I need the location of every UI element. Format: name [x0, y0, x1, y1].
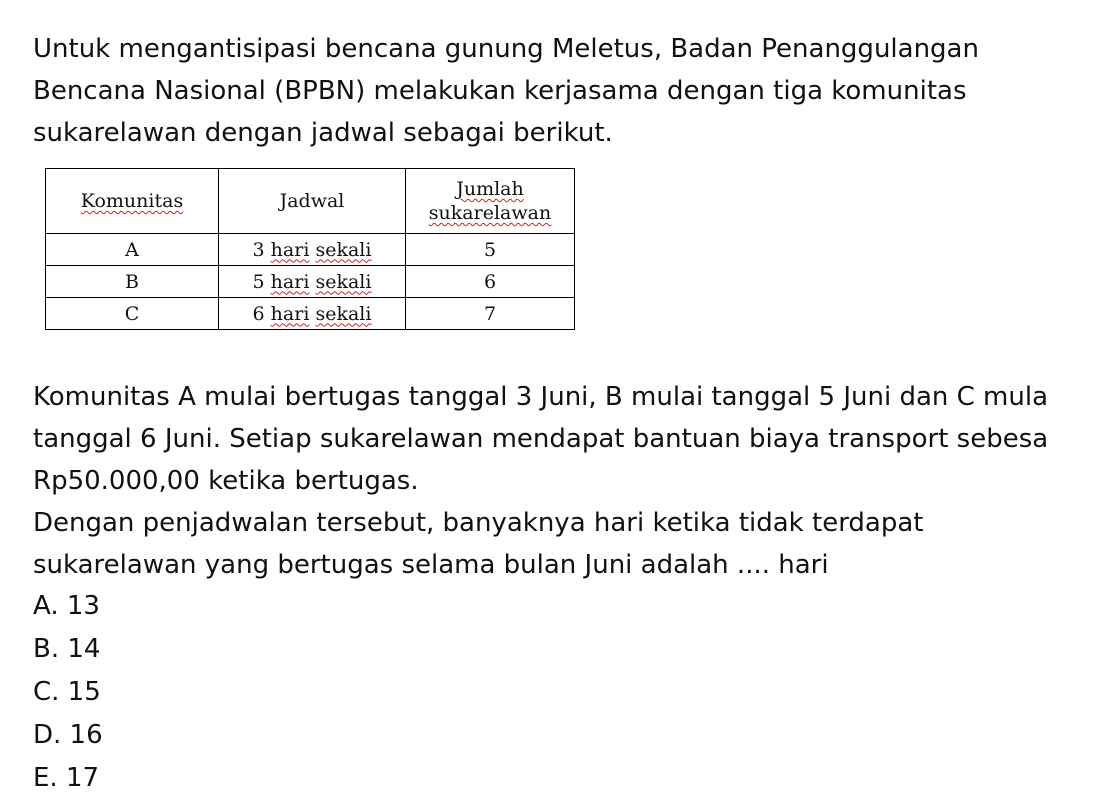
cell-jadwal: 6 hari sekali — [219, 298, 406, 330]
option-a[interactable]: A. 13 — [33, 591, 100, 621]
body-line-1: Komunitas A mulai bertugas tanggal 3 Juni, B mulai tanggal 5 Juni dan C mula — [33, 382, 1049, 412]
intro-line-1: Untuk mengantisipasi bencana gunung Meletus, Badan Penanggulangan — [33, 34, 979, 64]
option-e[interactable]: E. 17 — [33, 763, 100, 793]
table-row — [46, 266, 575, 298]
table-row — [46, 298, 575, 330]
cell-komunitas: A — [46, 234, 219, 266]
body-line-2: tanggal 6 Juni. Setiap sukarelawan mendapat bantuan biaya transport sebesa — [33, 424, 1049, 454]
body-line-5: sukarelawan yang bertugas selama bulan Juni adalah .... hari — [33, 550, 829, 580]
option-b[interactable]: B. 14 — [33, 634, 101, 664]
schedule-table — [45, 168, 575, 330]
body-line-3: Rp50.000,00 ketika bertugas. — [33, 466, 419, 496]
table-header-row — [46, 169, 575, 234]
header-jumlah-sukarelawan: Jumlah sukarelawan — [406, 169, 575, 234]
question-body — [33, 376, 1048, 586]
cell-sukarelawan: 5 — [406, 234, 575, 266]
header-jadwal: Jadwal — [219, 169, 406, 234]
intro-line-3: sukarelawan dengan jadwal sebagai berikut. — [33, 118, 613, 148]
intro-line-2: Bencana Nasional (BPBN) melakukan kerjasama dengan tiga komunitas — [33, 76, 967, 106]
cell-sukarelawan: 7 — [406, 298, 575, 330]
question-intro — [33, 28, 979, 154]
cell-komunitas: B — [46, 266, 219, 298]
cell-jadwal: 5 hari sekali — [219, 266, 406, 298]
option-d[interactable]: D. 16 — [33, 720, 103, 750]
cell-sukarelawan: 6 — [406, 266, 575, 298]
table-row — [46, 234, 575, 266]
answer-options — [33, 585, 103, 800]
option-c[interactable]: C. 15 — [33, 677, 101, 707]
cell-komunitas: C — [46, 298, 219, 330]
body-line-4: Dengan penjadwalan tersebut, banyaknya hari ketika tidak terdapat — [33, 508, 924, 538]
header-komunitas: Komunitas — [46, 169, 219, 234]
cell-jadwal: 3 hari sekali — [219, 234, 406, 266]
